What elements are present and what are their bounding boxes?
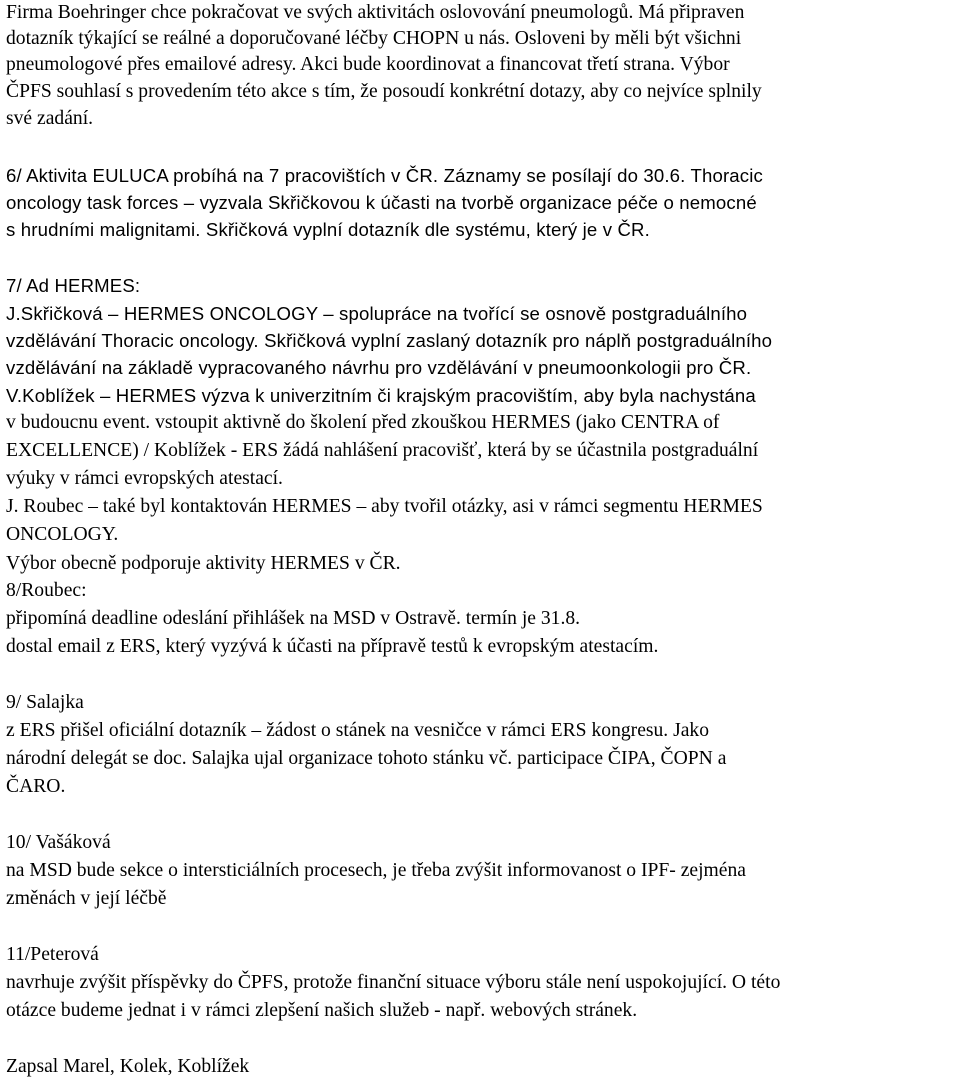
item-9-heading: 9/ Salajka xyxy=(6,692,84,713)
text-line-13: V.Koblížek – HERMES výzva k univerzitním či krajským pracovištím, aby byla nachystána xyxy=(6,385,756,406)
text-line-1: Firma Boehringer chce pokračovat ve svých aktivitách oslovování pneumologů. Má připraven xyxy=(6,2,745,23)
text-line-26: ČARO. xyxy=(6,776,66,797)
item-11-heading: 11/Peterová xyxy=(6,944,99,965)
text-line-22: dostal email z ERS, který vyzývá k účasti na přípravě testů k evropským atestacím. xyxy=(6,636,659,657)
text-line-7: oncology task forces – vyzvala Skřičkovou k účasti na tvorbě organizace péče o nemocné xyxy=(6,192,757,213)
text-line-21: připomíná deadline odeslání přihlášek na MSD v Ostravě. termín je 31.8. xyxy=(6,608,581,629)
text-line-14: v budoucnu event. vstoupit aktivně do školení před zkouškou HERMES (jako CENTRA of xyxy=(6,412,720,433)
text-line-4: ČPFS souhlasí s provedením této akce s tím, že posoudí konkrétní dotazy, aby co nejvíce splnily xyxy=(6,81,762,102)
text-line-18: ONCOLOGY. xyxy=(6,524,119,545)
text-line-2: dotazník týkající se reálné a doporučované léčby CHOPN u nás. Osloveni by měli být všichni xyxy=(6,28,742,49)
text-line-8: s hrudními malignitami. Skřičková vyplní dotazník dle systému, který je v ČR. xyxy=(6,219,650,240)
text-line-32: otázce budeme jednat i v rámci zlepšení našich služeb - např. webových stránek. xyxy=(6,1000,638,1021)
text-line-19: Výbor obecně podporuje aktivity HERMES v ČR. xyxy=(6,553,401,574)
text-line-29: změnách v její léčbě xyxy=(6,888,167,909)
text-line-3: pneumologové přes emailové adresy. Akci bude koordinovat a financovat třetí strana. Výbor xyxy=(6,54,730,75)
text-line-25: národní delegát se doc. Salajka ujal organizace tohoto stánku vč. participace ČIPA, ČOPN a xyxy=(6,748,727,769)
text-line-12: vzdělávání na základě vypracovaného návrhu pro vzdělávání v pneumoonkologii pro ČR. xyxy=(6,357,752,378)
item-10-heading: 10/ Vašáková xyxy=(6,832,111,853)
text-line-28: na MSD bude sekce o intersticiálních procesech, je třeba zvýšit informovanost o IPF- zejména xyxy=(6,860,746,881)
text-line-31: navrhuje zvýšit příspěvky do ČPFS, protože finanční situace výboru stále není uspokojující. O této xyxy=(6,972,781,993)
minutes-signature: Zapsal Marel, Kolek, Koblížek xyxy=(6,1056,250,1077)
item-8-heading: 8/Roubec: xyxy=(6,580,87,601)
text-line-17: J. Roubec – také byl kontaktován HERMES – aby tvořil otázky, asi v rámci segmentu HERMES xyxy=(6,496,763,517)
text-line-15: EXCELLENCE) / Koblížek - ERS žádá nahlášení pracovišť, která by se účastnila postgraduální xyxy=(6,440,759,461)
text-line-10: J.Skřičková – HERMES ONCOLOGY – spolupráce na tvořící se osnově postgraduálního xyxy=(6,303,748,324)
text-line-5: své zadání. xyxy=(6,108,94,129)
text-line-11: vzdělávání Thoracic oncology. Skřičková vyplní zaslaný dotazník pro náplň postgraduálního xyxy=(6,330,773,351)
text-line-24: z ERS přišel oficiální dotazník – žádost o stánek na vesničce v rámci ERS kongresu. Jako xyxy=(6,720,710,741)
item-6-heading: 6/ Aktivita EULUCA probíhá na 7 pracovištích v ČR. Záznamy se posílají do 30.6. Thoracic xyxy=(6,165,763,186)
item-7-heading: 7/ Ad HERMES: xyxy=(6,275,141,296)
text-line-16: výuky v rámci evropských atestací. xyxy=(6,468,283,489)
